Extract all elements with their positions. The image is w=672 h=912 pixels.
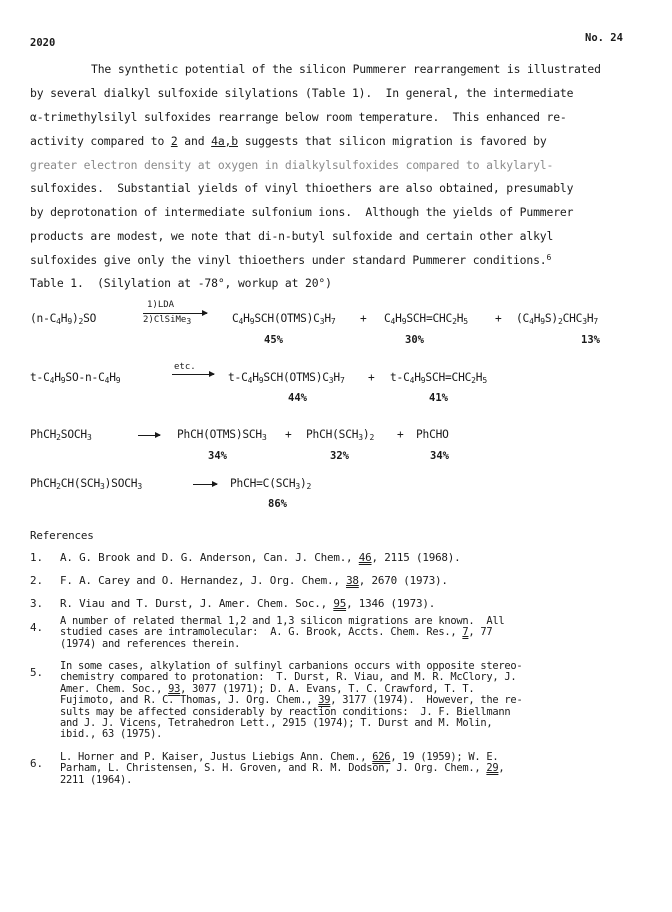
rx4-reactant: $PhCH_2CH(SCH_3)SOCH_3$ [30, 477, 142, 491]
rx3-yield-1: 34% [208, 450, 227, 462]
rx3-product-2: $PhCH(SCH_3)_2$ [306, 428, 375, 442]
ref-4-text: A number of related thermal 1,2 and 1,3 silicon migrations are known. All studied cases are intramolecular: A. G. Brook, Accts. Chem. Res., 7, 77 (1974) and references therein. [60, 615, 505, 650]
rx2-reactant: $t-C_4H_9SO-n-C_4H_9$ [30, 371, 121, 385]
rx3-product-1: $PhCH(OTMS)SCH_3$ [177, 428, 267, 442]
rx2-yield-2: 41% [429, 392, 448, 404]
page-number: 2020 [30, 37, 56, 49]
rx3-product-3: PhCHO [416, 428, 449, 441]
rx1-product-2: $C_4H_9SCH=CHC_2H_5$ [384, 312, 468, 326]
ref-1-text: A. G. Brook and D. G. Anderson, Can. J. Chem., 46, 2115 (1968). [60, 551, 461, 564]
rx3-yield-3: 34% [430, 450, 449, 462]
rx2-yield-1: 44% [288, 392, 307, 404]
rx3-yield-2: 32% [330, 450, 349, 462]
footnote-6: 6 [546, 253, 552, 262]
ref-1-number: 1. [30, 551, 44, 564]
rx4-yield-1: 86% [268, 498, 287, 510]
rx2-product-1: $t-C_4H_9SCH(OTMS)C_3H_7$ [228, 371, 345, 385]
paragraph-line-4: activity compared to 2 and 4a,b suggests that silicon migration is favored by [30, 134, 547, 148]
compound-ref-2: 2 [170, 134, 178, 148]
paragraph-line-5: greater electron density at oxygen in dialkylsulfoxides compared to alkylaryl- [30, 158, 554, 172]
rx1-plus-1: + [360, 312, 367, 325]
rx4-arrow [193, 484, 217, 485]
paragraph-line-2: by several dialkyl sulfoxide silylations (Table 1). In general, the intermediate [30, 86, 574, 100]
rx1-yield-3: 13% [581, 334, 600, 346]
ref-6-text: L. Horner and P. Kaiser, Justus Liebigs Ann. Chem., 626, 19 (1959); W. E. Parham, L. Christensen, S. H. Groven, and R. M. Dodson, J. Org. Chem., 29, 2211 (1964). [60, 751, 505, 786]
references-heading: References [30, 529, 94, 542]
issue-number: No. 24 [585, 32, 623, 44]
ref-3-text: R. Viau and T. Durst, J. Amer. Chem. Soc., 95, 1346 (1973). [60, 597, 436, 610]
paragraph-line-8: products are modest, we note that di-n-butyl sulfoxide and certain other alkyl [30, 229, 554, 243]
rx3-arrow [138, 435, 160, 436]
rx1-yield-1: 45% [264, 334, 283, 346]
rx3-reactant: $PhCH_2SOCH_3$ [30, 428, 92, 442]
paragraph-line-6: sulfoxides. Substantial yields of vinyl thioethers are also obtained, presumably [30, 181, 574, 195]
rx1-yield-2: 30% [405, 334, 424, 346]
rx1-arrow [143, 313, 207, 314]
paragraph-line-7: by deprotonation of intermediate sulfonium ions. Although the yields of Pummerer [30, 205, 574, 219]
table-caption: Table 1. (Silylation at -78°, workup at 20°) [30, 276, 332, 290]
rx2-arrow [172, 374, 214, 375]
rx3-plus-1: + [285, 428, 292, 441]
rx1-product-1: $C_4H_9SCH(OTMS)C_3H_7$ [232, 312, 336, 326]
rx2-reagent: etc. [174, 362, 196, 372]
ref-5-number: 5. [30, 666, 44, 679]
rx1-reagent-top: 1)LDA [147, 300, 175, 310]
ref-6-number: 6. [30, 757, 44, 770]
ref-5-text: In some cases, alkylation of sulfinyl carbanions occurs with opposite stereo- chemistry compared to protonation: T. Durst, R. Viau, and M. R. McClory, J. Amer. Chem. Soc., 93, 3077 (1971); D. A. Evans, T. C. Crawford, T. T. Fujimoto, and R. C. Thomas, J. Org. Chem., 39, 3177 (1974). However, the re- sults may be affected considerably by reaction conditions: J. F. Biellmann and J. J. Vicens, Tetrahedron Lett., 2915 (1974); T. Durst and M. Molin, ibid., 63 (1975). [60, 660, 523, 741]
paragraph-line-3: α-trimethylsilyl sulfoxides rearrange below room temperature. This enhanced re- [30, 110, 567, 124]
rx1-reactant: $(n-C_4H_9)_2SO$ [30, 312, 97, 326]
paragraph-line-1: The synthetic potential of the silicon Pummerer rearrangement is illustrated [91, 62, 601, 76]
rx1-reagent-bottom: 2)ClSiMe$_3$ [143, 315, 192, 326]
rx1-plus-2: + [495, 312, 502, 325]
ref-2-number: 2. [30, 574, 44, 587]
rx4-product-1: $PhCH=C(SCH_3)_2$ [230, 477, 312, 491]
rx1-product-3: $(C_4H_9S)_2CHC_3H_7$ [516, 312, 598, 326]
ref-2-text: F. A. Carey and O. Hernandez, J. Org. Chem., 38, 2670 (1973). [60, 574, 448, 587]
rx3-plus-2: + [397, 428, 404, 441]
rx2-plus: + [368, 371, 375, 384]
paragraph-line-9: sulfoxides give only the vinyl thioethers under standard Pummerer conditions.$^6$ [30, 253, 552, 267]
ref-3-number: 3. [30, 597, 44, 610]
compound-ref-4ab: 4a,b [211, 134, 238, 148]
rx2-product-2: $t-C_4H_9SCH=CHC_2H_5$ [390, 371, 487, 385]
ref-4-number: 4. [30, 621, 44, 634]
